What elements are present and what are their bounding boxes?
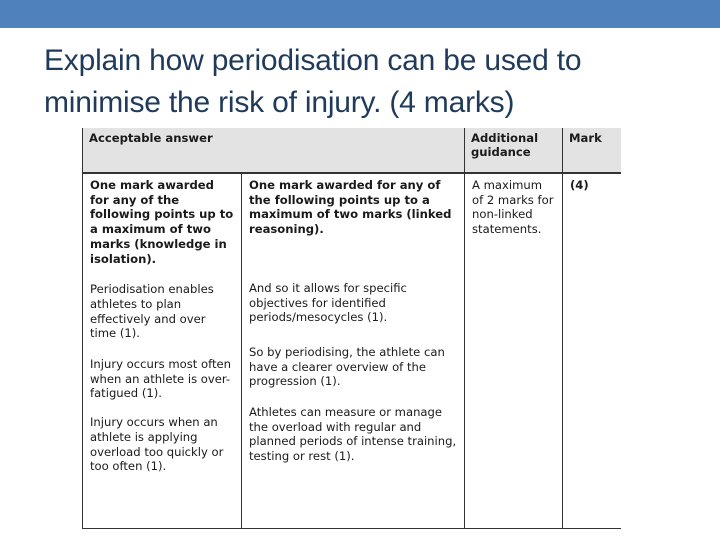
guidance-text: A maximum of 2 marks for non-linked statements. bbox=[472, 178, 554, 237]
guidance-cell bbox=[465, 173, 563, 529]
linked-point-1: And so it allows for specific objectives for identified periods/mesocycles (1). bbox=[249, 280, 407, 325]
knowledge-point-3: Injury occurs when an athlete is applying overload too quickly or too often (1). bbox=[90, 415, 224, 474]
knowledge-heading: One mark awarded for any of the following points up to a maximum of two marks (knowledge in isolation). bbox=[90, 178, 234, 266]
mark-value: (4) bbox=[570, 178, 589, 192]
linked-heading: One mark awarded for any of the following points up to a maximum of two marks (linked reasoning). bbox=[249, 178, 452, 237]
header-additional-guidance: Additional guidance bbox=[465, 128, 563, 173]
header-acceptable-answer: Acceptable answer bbox=[83, 128, 465, 173]
knowledge-point-2: Injury occurs most often when an athlete is over-fatigued (1). bbox=[90, 357, 231, 401]
table-row bbox=[83, 173, 621, 529]
knowledge-column bbox=[83, 173, 242, 529]
mark-cell bbox=[563, 173, 621, 529]
mark-scheme-table bbox=[82, 128, 621, 529]
table-header-row bbox=[83, 128, 621, 173]
knowledge-point-1: Periodisation enables athletes to plan effectively and over time (1). bbox=[90, 282, 214, 341]
header-mark: Mark bbox=[563, 128, 621, 173]
slide-title bbox=[44, 40, 704, 124]
title-line-1: Explain how periodisation can be used to bbox=[44, 44, 582, 77]
title-line-2: minimise the risk of injury. (4 marks) bbox=[44, 86, 515, 119]
linked-reasoning-column bbox=[242, 173, 465, 529]
linked-point-3: Athletes can measure or manage the overload with regular and planned periods of intense training, testing or rest (1). bbox=[249, 405, 457, 464]
header-bar bbox=[0, 0, 720, 28]
linked-point-2: So by periodising, the athlete can have a clearer overview of the progression (1). bbox=[249, 344, 445, 389]
